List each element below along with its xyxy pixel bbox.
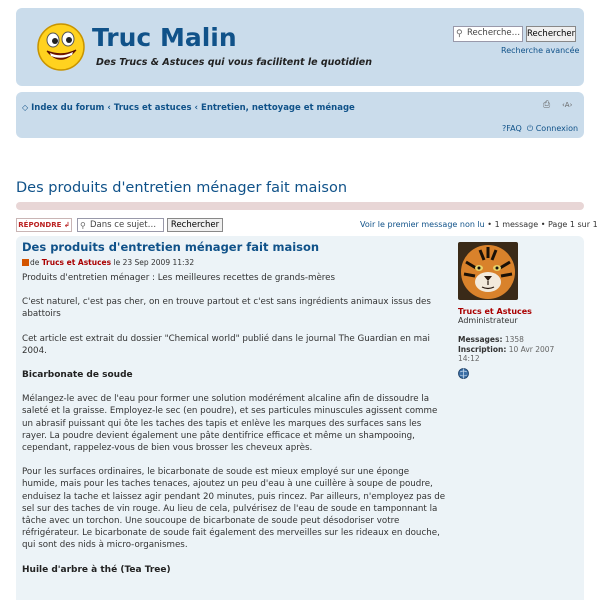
post-title[interactable]: Des produits d'entretien ménager fait maison xyxy=(22,240,320,254)
inscription-value: 10 Avr 2007 14:12 xyxy=(458,344,555,363)
post-author-link[interactable]: Trucs et Astuces xyxy=(41,258,112,267)
post-paragraph: Produits d'entretien ménager : Les meilleures recettes de grands-mères xyxy=(22,273,336,283)
title-divider xyxy=(16,202,584,210)
post-paragraph: Cet article est extrait du dossier "Chemical world" publié dans le journal The Guardian en mai 2004. xyxy=(22,333,430,356)
profile-rank: Administrateur xyxy=(458,316,518,325)
search-icon: ⚲ xyxy=(456,29,463,39)
font-size-toggle[interactable]: ‹A› xyxy=(562,101,573,109)
search-icon: ⚲ xyxy=(80,221,86,230)
post xyxy=(16,236,584,600)
topic-search-input[interactable] xyxy=(77,218,164,232)
breadcrumb-separator: ‹ xyxy=(194,103,199,113)
print-icon[interactable]: ⎙ xyxy=(543,100,551,110)
page-title[interactable]: Des produits d'entretien ménager fait maison xyxy=(16,180,348,196)
post-icon[interactable] xyxy=(22,259,29,266)
breadcrumb xyxy=(22,103,355,113)
breadcrumb-entretien[interactable]: Entretien, nettoyage et ménage xyxy=(201,103,355,113)
post-body xyxy=(22,272,446,588)
pagination xyxy=(360,220,598,229)
post-by: de xyxy=(30,258,40,267)
breadcrumb-separator: ‹ xyxy=(107,103,111,113)
section-heading: Bicarbonate de soude xyxy=(22,370,133,381)
post-paragraph: C'est naturel, c'est pas cher, on en trouve partout et c'est sans ingrédients animaux issus des abattoirs xyxy=(22,297,431,320)
message-count: 1 message xyxy=(494,220,539,229)
page-indicator: Page 1 sur 1 xyxy=(547,220,598,229)
topic-search-button[interactable]: Rechercher xyxy=(167,218,223,232)
topic-search-placeholder: Dans ce sujet… xyxy=(90,220,157,230)
pagination-separator: • xyxy=(540,220,548,229)
faq-icon: ? xyxy=(502,124,507,133)
post-paragraph: Pour les surfaces ordinaires, le bicarbonate de soude est mieux employé sur une éponge humide, mais pour les taches tenaces, ajoutez un peu d'eau à une cuillère à soupe de poudre, enduisez la tache et laissez agir pendant 20 minutes, puis rincez. Par ailleurs, n'employez pas de sel sur des taches de vin rouge. Au lieu de cela, pulvérisez de l'eau de soude en tamponnant la tâche avec un torchon. Une soucoupe de bicarbonate de soude peut désodoriser votre réfrigérateur. Le bicarbonate de soude fait également des merveilles sur les rideaux en douche, qui sont des nids à micro-organismes. xyxy=(22,467,446,551)
inscription-label: Inscription: xyxy=(458,344,507,354)
reply-arrow-icon: ↲ xyxy=(63,221,70,229)
site-title[interactable]: Truc Malin xyxy=(92,23,237,52)
search-placeholder: Recherche… xyxy=(467,28,521,38)
search-button[interactable]: Rechercher xyxy=(526,26,576,42)
avatar[interactable] xyxy=(458,242,518,300)
post-paragraph: Mélangez-le avec de l'eau pour former une solution modérément alcaline afin de dissoudre la saleté et la graisse. Employez-le sec (en poudre), et ses particules minuscules agissent comme un abrasif puissant qui ôte les taches des tapis et enlève les marques des surfaces sans les rayer. La poudre devient également une pâte dentifrice efficace et même un shampooing, cependant, rappelez-vous de bien vous brosser les cheveux après. xyxy=(22,394,438,454)
messages-label: Messages: xyxy=(458,335,503,344)
breadcrumb-index[interactable]: Index du forum xyxy=(31,103,105,113)
login-icon: ⏻ xyxy=(526,124,534,133)
profile-username[interactable]: Trucs et Astuces xyxy=(458,307,532,316)
messages-value[interactable]: 1358 xyxy=(504,335,524,344)
breadcrumb-trucs[interactable]: Trucs et astuces xyxy=(113,103,192,113)
first-unread-link[interactable]: Voir le premier message non lu xyxy=(360,220,485,229)
post-profile xyxy=(458,242,578,382)
advanced-search-link[interactable]: Recherche avancée xyxy=(501,46,580,55)
search-input[interactable] xyxy=(453,26,523,42)
post-date: le 23 Sep 2009 11:32 xyxy=(113,258,195,267)
reply-label: RÉPONDRE xyxy=(18,221,62,229)
navbar xyxy=(16,92,584,138)
smiley-logo-icon[interactable] xyxy=(36,22,86,72)
faq-link[interactable]: FAQ xyxy=(506,124,522,133)
profile-stats xyxy=(458,335,578,364)
reply-button[interactable] xyxy=(16,218,72,232)
nav-links xyxy=(502,124,578,134)
section-heading: Huile d'arbre à thé (Tea Tree) xyxy=(22,564,171,575)
home-icon: ◇ xyxy=(22,103,29,112)
website-icon[interactable] xyxy=(458,368,469,379)
site-description: Des Trucs & Astuces qui vous facilitent le quotidien xyxy=(96,57,372,68)
pagination-separator: • xyxy=(487,220,495,229)
site-header xyxy=(16,8,584,86)
login-link[interactable]: Connexion xyxy=(535,124,579,133)
post-author-line xyxy=(22,258,194,267)
